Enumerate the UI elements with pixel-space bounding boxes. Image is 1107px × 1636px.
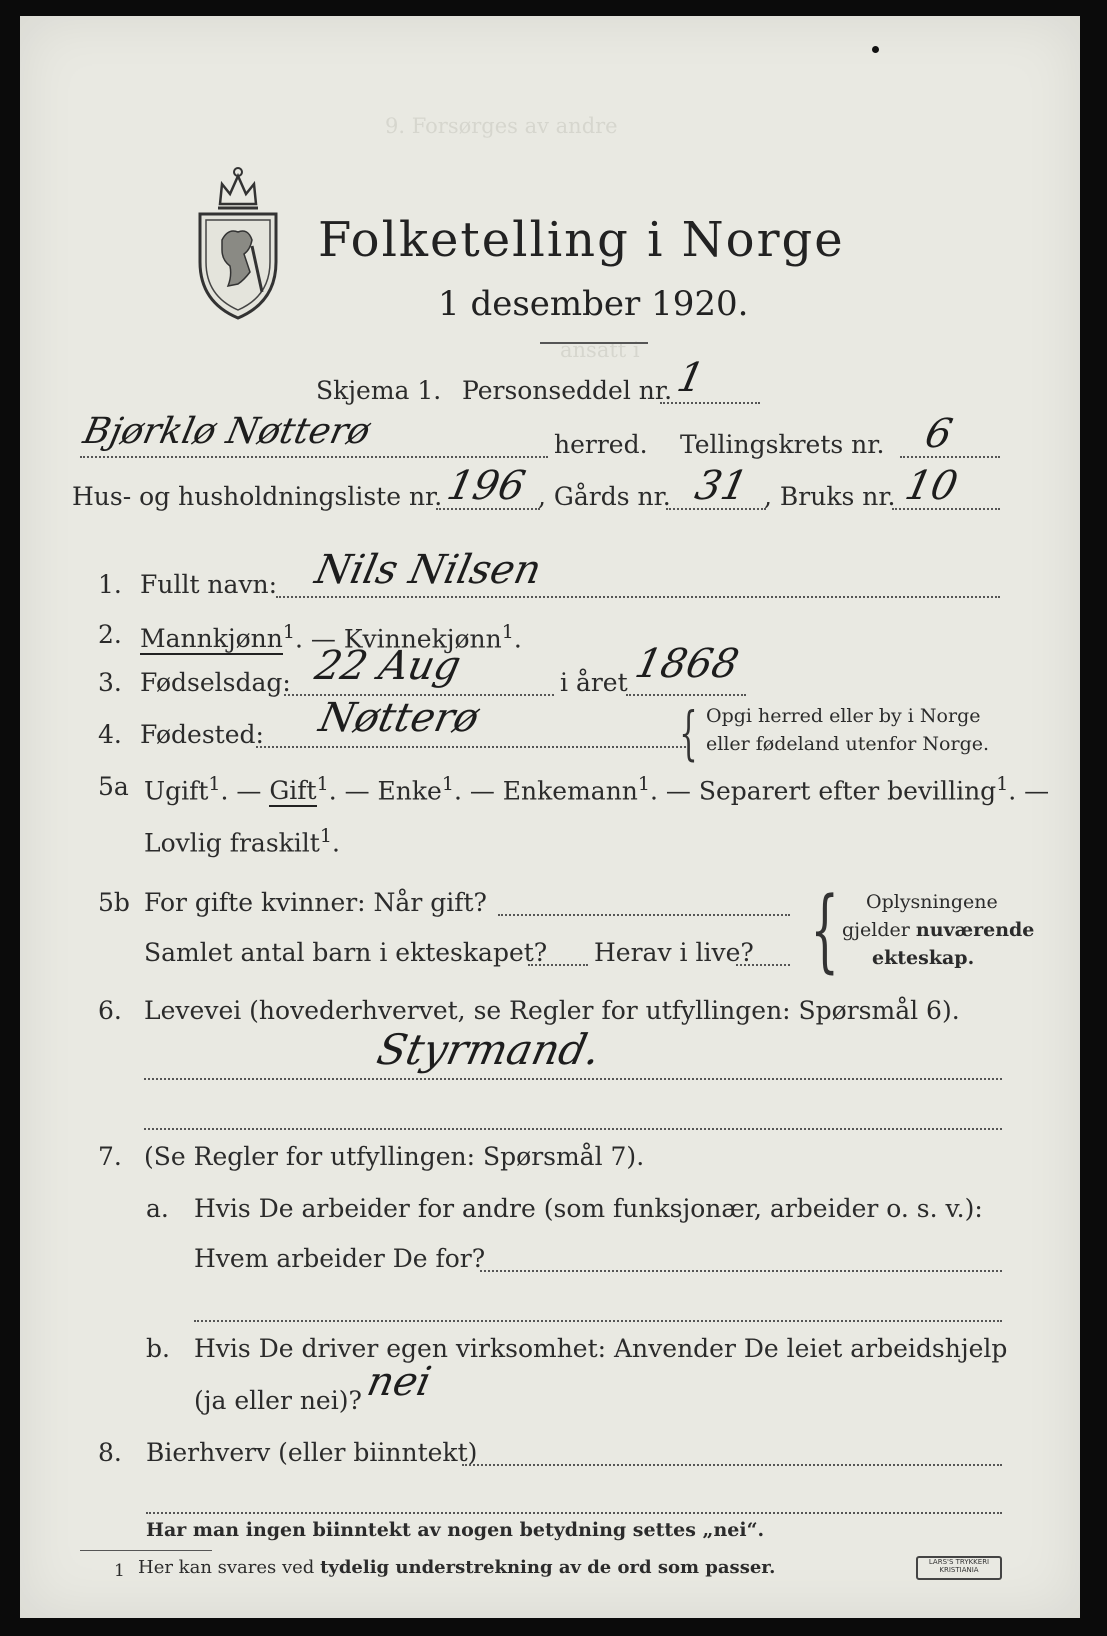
marriage-note-line2: gjelder nuværende <box>842 919 1035 941</box>
year-field-line <box>626 694 746 696</box>
bleed-through-text: 9. Forsørges av andre <box>385 114 618 138</box>
birthplace-note-line1: Opgi herred eller by i Norge <box>706 705 981 727</box>
birthday-value[interactable]: 22 Aug <box>311 643 465 689</box>
q5b-children-label: Samlet antal barn i ekteskapet? <box>144 938 548 967</box>
tellingskrets-field-line <box>900 456 1000 458</box>
page-title: Folketelling i Norge <box>318 212 845 268</box>
employer-field-line1 <box>480 1270 1002 1272</box>
marriage-note-line3: ekteskap. <box>872 947 975 969</box>
children-field-line <box>528 964 588 966</box>
printer-stamp: LARS'S TRYKKERI KRISTIANIA <box>916 1556 1002 1580</box>
q5b-number: 5b <box>98 888 130 917</box>
q5a-number: 5a <box>98 772 129 801</box>
lovlig-fraskilt-option[interactable]: Lovlig fraskilt <box>144 828 320 858</box>
tellingskrets-value[interactable]: 6 <box>921 411 957 457</box>
q4-number: 4. <box>98 720 122 749</box>
footnote-number: 1 <box>114 1561 125 1581</box>
marital-status-line: Ugift$^1$. — Gift$^1$. — Enke$^1$. — Enkemann$^1$. — Separert efter bevilling$^1$. — <box>144 773 1050 806</box>
married-when-field-line <box>498 914 790 916</box>
q8-number: 8. <box>98 1438 122 1467</box>
schema-label: Skjema 1. <box>316 376 442 405</box>
q1-number: 1. <box>98 570 122 599</box>
gift-option[interactable]: Gift <box>269 776 317 806</box>
q1-label: Fullt navn: <box>140 570 278 599</box>
q7a-employer-label: Hvem arbeider De for? <box>194 1244 486 1273</box>
kvinnekjonn-option[interactable]: Kvinnekjønn <box>343 624 502 654</box>
q7b-ja-nei-label: (ja eller nei)? <box>194 1386 362 1415</box>
side-income-field-line1 <box>462 1464 1002 1466</box>
marriage-note-line1: Oplysningene <box>866 891 998 913</box>
herred-value[interactable]: Bjørklø Nøtterø <box>79 411 374 452</box>
q8-label: Bierhverv (eller biinntekt) <box>146 1438 478 1467</box>
birthplace-note-brace: { <box>679 699 698 767</box>
q1-field-line <box>276 596 1000 598</box>
hired-help-value[interactable]: nei <box>363 1359 436 1405</box>
marital-status-line2: Lovlig fraskilt$^1$. <box>144 825 340 858</box>
birthplace-note-line2: eller fødeland utenfor Norge. <box>706 733 990 755</box>
gender-line: Mannkjønn$^1$. — Kvinnekjønn$^1$. <box>140 621 522 654</box>
occupation-value[interactable]: Styrmand. <box>372 1025 605 1074</box>
alive-field-line <box>736 964 790 966</box>
bleed-through-text: ansatt i <box>560 338 640 362</box>
q6-label: Levevei (hovederhvervet, se Regler for utfyllingen: Spørsmål 6). <box>144 996 960 1025</box>
enke-option[interactable]: Enke <box>377 776 442 806</box>
herred-field-line <box>80 456 548 458</box>
full-name-value[interactable]: Nils Nilsen <box>311 547 546 593</box>
gards-value[interactable]: 31 <box>691 463 752 509</box>
occupation-field-line1 <box>144 1078 1002 1080</box>
ink-spot <box>872 46 879 53</box>
bruks-value[interactable]: 10 <box>901 463 962 509</box>
footnote-rule <box>80 1550 212 1551</box>
q3-number: 3. <box>98 668 122 697</box>
tellingskrets-label: Tellingskrets nr. <box>680 430 885 459</box>
q7a-letter: a. <box>146 1194 169 1223</box>
census-date: 1 desember 1920. <box>438 284 749 324</box>
q7-number: 7. <box>98 1142 122 1171</box>
husholdningsliste-value[interactable]: 196 <box>443 463 530 509</box>
enkemann-option[interactable]: Enkemann <box>502 776 638 806</box>
no-income-note: Har man ingen biinntekt av nogen betydning settes „nei“. <box>146 1519 765 1541</box>
q2-number: 2. <box>98 620 122 649</box>
gards-label: , Gårds nr. <box>538 482 671 511</box>
year-label: i året <box>560 668 628 697</box>
birthplace-value[interactable]: Nøtterø <box>315 695 483 741</box>
personseddel-field-line <box>660 402 760 404</box>
q7-label: (Se Regler for utfyllingen: Spørsmål 7). <box>144 1142 645 1171</box>
marriage-note-brace: { <box>810 878 839 983</box>
q3-label: Fødselsdag: <box>140 668 291 697</box>
title-rule <box>540 342 648 344</box>
q5b-alive-label: Herav i live? <box>594 938 754 967</box>
q6-number: 6. <box>98 996 122 1025</box>
separert-option[interactable]: Separert efter bevilling <box>698 776 997 806</box>
q7b-text: Hvis De driver egen virksomhet: Anvender De leiet arbeidshjelp <box>194 1334 1008 1363</box>
coat-of-arms-icon <box>192 162 284 322</box>
bruks-label: , Bruks nr. <box>764 482 896 511</box>
q4-label: Fødested: <box>140 720 264 749</box>
birth-year-value[interactable]: 1868 <box>631 641 743 687</box>
footnote-text: Her kan svares ved tydelig understrekning av de ord som passer. <box>138 1557 776 1578</box>
birthplace-field-line <box>256 746 686 748</box>
employer-field-line2 <box>194 1320 1002 1322</box>
census-form-page <box>20 16 1080 1618</box>
q7b-letter: b. <box>146 1334 170 1363</box>
side-income-field-line2 <box>146 1512 1002 1514</box>
q5b-married-when-label: For gifte kvinner: Når gift? <box>144 888 487 917</box>
personseddel-label: Personseddel nr. <box>462 376 673 405</box>
herred-label: herred. <box>554 430 648 459</box>
personseddel-value[interactable]: 1 <box>673 355 709 401</box>
husholdningsliste-label: Hus- og husholdningsliste nr. <box>72 482 443 511</box>
ugift-option[interactable]: Ugift <box>144 776 209 806</box>
q7a-text: Hvis De arbeider for andre (som funksjonær, arbeider o. s. v.): <box>194 1194 983 1223</box>
occupation-field-line2 <box>144 1128 1002 1130</box>
mannkjonn-option[interactable]: Mannkjønn <box>140 624 283 654</box>
